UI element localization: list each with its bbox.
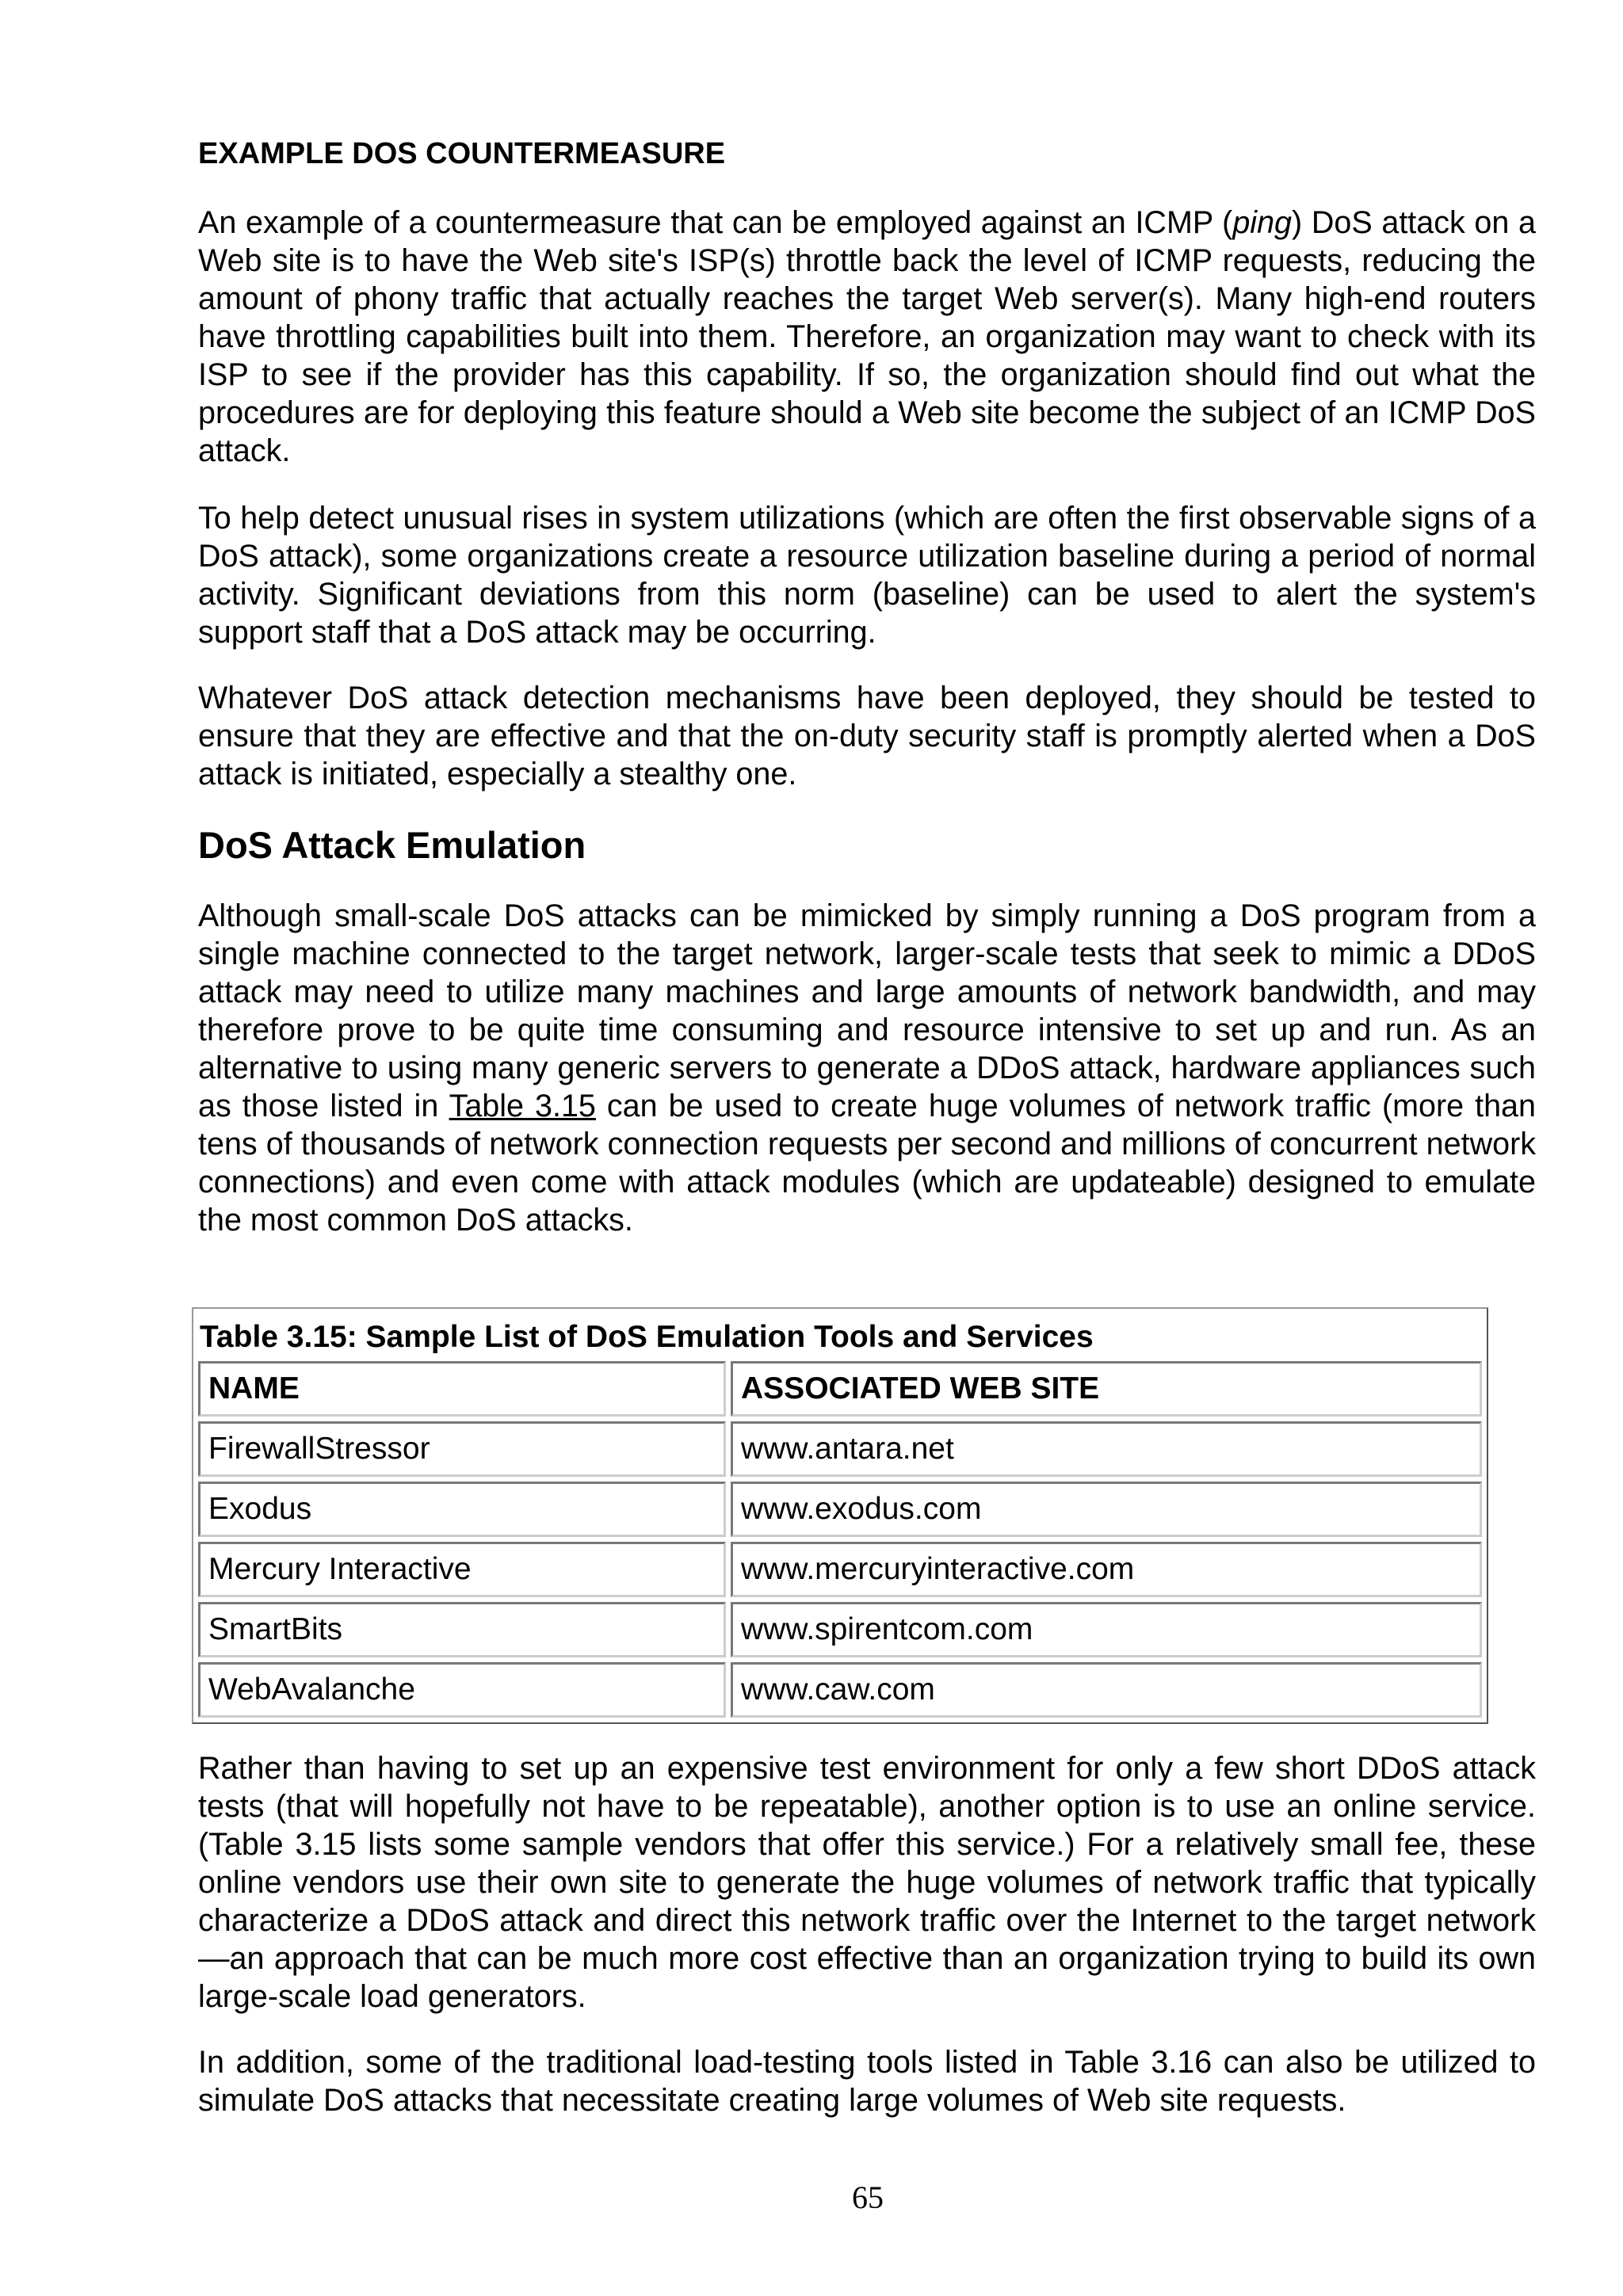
dos-tools-table <box>192 1307 1488 1724</box>
text: can be used to create huge volumes of network traffic (more than tens of thousands of network connection requests per second and millions of concurrent network connections) and even come with attack modules (which are updateable) designed to emulate the most common DoS attacks. <box>198 1089 1536 1238</box>
cell-website: www.antara.net <box>731 1421 1482 1477</box>
section-heading: EXAMPLE DOS COUNTERMEASURE <box>198 137 726 170</box>
cell-name: SmartBits <box>198 1602 726 1657</box>
cell-website: www.spirentcom.com <box>731 1602 1482 1657</box>
paragraph-emulation <box>198 897 1536 1239</box>
text: Although small-scale DoS attacks can be mimicked by simply running a DoS program from a single machine connected to the target network, larger-scale tests that seek to mimic a DDoS attack may need to utilize many machines and large amounts of network bandwidth, and may therefore prove to be quite time consuming and resource intensive to set up and run. As an alternative to using many generic servers to generate a DDoS attack, hardware appliances such as those listed in <box>198 898 1536 1123</box>
paragraph-baseline: To help detect unusual rises in system utilizations (which are often the first observable signs of a DoS attack), some organizations create a resource utilization baseline during a period of normal activity. Significant deviations from this norm (baseline) can be used to alert the system's support staff that a DoS attack may be occurring. <box>198 501 1536 650</box>
paragraph-detection: Whatever DoS attack detection mechanisms have been deployed, they should be tested to ensure that they are effective and that the on-duty security staff is promptly alerted when a DoS attack is initiated, especially a stealthy one. <box>198 681 1536 791</box>
table-row <box>198 1542 1482 1597</box>
cell-name: Exodus <box>198 1482 726 1537</box>
cell-website: www.exodus.com <box>731 1482 1482 1537</box>
table-row <box>198 1662 1482 1718</box>
table-header-row <box>198 1361 1482 1417</box>
cell-name: FirewallStressor <box>198 1421 726 1477</box>
cell-name: WebAvalanche <box>198 1662 726 1718</box>
text: ) DoS attack on a Web site is to have the Web site's ISP(s) throttle back the level of ICMP requests, reducing the amount of phony traffic that actually reaches the target Web server(s). Many high-end routers have throttling capabilities built into them. Therefore, an organization may want to check with its ISP to see if the provider has this capability. If so, the organization should find out what the procedures are for deploying this feature should a Web site become the subject of an ICMP DoS attack. <box>198 205 1536 468</box>
cell-website: www.caw.com <box>731 1662 1482 1718</box>
cell-website: www.mercuryinteractive.com <box>731 1542 1482 1597</box>
italic-term: ping <box>1232 205 1293 240</box>
table-link[interactable]: Table 3.15 <box>449 1089 596 1123</box>
table-row <box>198 1421 1482 1477</box>
paragraph-countermeasure <box>198 204 1536 470</box>
paragraph-online-service: Rather than having to set up an expensive test environment for only a few short DDoS attack tests (that will hopefully not have to be repeatable), another option is to use an online service. (Table 3.15 lists some sample vendors that offer this service.) For a relatively small fee, these online vendors use their own site to generate the huge volumes of network traffic that typically characterize a DDoS attack and direct this network traffic over the Internet to the target network—an approach that can be much more cost effective than an organization trying to build its own large-scale load generators. <box>198 1751 1536 2014</box>
page-number: 65 <box>852 2180 884 2215</box>
header-website: ASSOCIATED WEB SITE <box>731 1361 1482 1417</box>
paragraph-load-testing: In addition, some of the traditional load-testing tools listed in Table 3.16 can also be utilized to simulate DoS attacks that necessitate creating large volumes of Web site requests. <box>198 2045 1536 2118</box>
table-row <box>198 1482 1482 1537</box>
table-row <box>198 1602 1482 1657</box>
table-title: Table 3.15: Sample List of DoS Emulation Tools and Services <box>200 1320 1094 1354</box>
section-heading-emulation: DoS Attack Emulation <box>198 824 586 866</box>
header-name: NAME <box>198 1361 726 1417</box>
text: An example of a countermeasure that can be employed against an ICMP ( <box>198 205 1233 240</box>
cell-name: Mercury Interactive <box>198 1542 726 1597</box>
